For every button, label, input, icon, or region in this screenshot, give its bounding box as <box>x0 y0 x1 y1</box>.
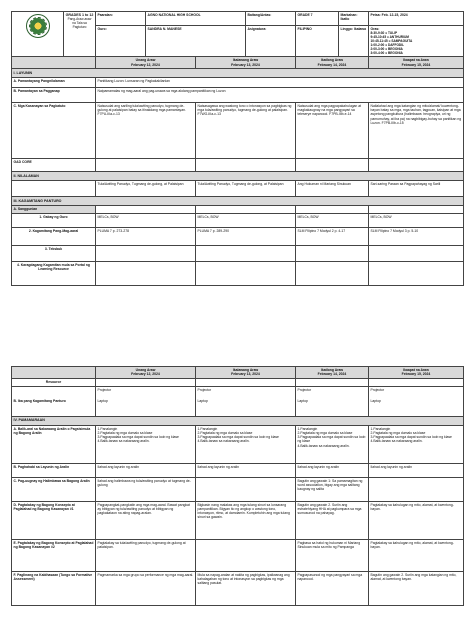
markahan-value: Ikatlo <box>340 17 350 22</box>
pag-uugnay-day-3: Bagutin ang gawain 1: Sa pamamagitan ng word association, bigay ang mga salitang kaugnay ng salita <box>296 477 369 501</box>
row-gad-core <box>12 158 464 171</box>
row-pang-mag-aaral <box>12 227 464 245</box>
day-name: Ikaapat na Araw <box>403 368 429 372</box>
paglinang-day-3: Pagpapasunod ng mga pangyayari sa mga napanood. <box>296 571 369 605</box>
asignatura-value: FILIPINO <box>297 27 312 31</box>
guro-label: Guro: <box>96 26 146 57</box>
sanggunian-label: A. Sanggunian <box>12 205 96 213</box>
pang-mag-aaral-day-1: PLUMA 7 p. 273-278 <box>96 227 196 245</box>
pang-mag-aaral-day-2: PLUMA 7 p. 289-290 <box>196 227 296 245</box>
row-balik-aral <box>12 425 464 463</box>
pag-uugnay-day-2 <box>196 477 296 501</box>
gabay-day-2: MELCs, BOW <box>196 213 296 227</box>
day-2-header <box>196 57 296 69</box>
row-karagdagang <box>12 261 464 285</box>
pagtalakay-1-day-4: Pagtalakay sa kahulugan ng mito, alamat, at kwentong-bayan. <box>369 501 464 539</box>
pang-mag-aaral-day-4: SLM Filipino 7 Modyul 3 p. 5-10 <box>369 227 464 245</box>
pagtalakay-2-day-2 <box>196 539 296 571</box>
gabay-day-1: MELCs, BOW <box>96 213 196 227</box>
day-name: Ikalawang Araw <box>232 368 259 372</box>
seal-cell <box>12 12 64 57</box>
kasanayan-day-4: Nailalahad ang mga katangian ng mito/alamat/ kuwentong-bayan batay sa mga, mga tauhan, tagpuan, kaisipan at mga aspetong pangkultura (halimbawa: heograpiya, uri ng pamumuhay, at iba pa) na nagbibigay-buhay sa panitikan ng Luzon. F7PB-IIIb-c-15 <box>369 102 464 158</box>
section-kagamitan <box>12 196 464 205</box>
oras-item: 8:30-9:30 = TULIP <box>370 31 398 36</box>
row-pagtalakay-2 <box>12 539 464 571</box>
nilalaman-heading: II. NILALAMAN <box>12 171 464 180</box>
gabay-label: 1. Gabay ng Guro <box>12 213 96 227</box>
balik-aral-item: 4.Balik-tanaw sa nakaraang aralin. <box>97 439 150 444</box>
day-1-header <box>96 57 196 69</box>
balik-aral-item: 3.Pagpapaalala sa mga dapat sundin sa loob ng klase <box>370 435 452 439</box>
pamantayan-pagganap-label: B. Pamantayan sa Pagganap <box>12 87 96 102</box>
gabay-day-3: MELCs, BOW <box>296 213 369 227</box>
iba-pang-day-1 <box>96 386 196 416</box>
iba-pang-item: Projector <box>197 387 212 392</box>
row-paghahabi <box>12 463 464 477</box>
linggo-label: Linggo: <box>340 27 353 31</box>
balik-aral-item: 4.Balik-tanaw sa nakaraang aralin. <box>297 443 350 448</box>
iba-pang-item: Projector <box>370 387 385 392</box>
row-teksbuk <box>12 245 464 261</box>
paghahabi-day-3: Ilahad ang layunin ng aralin <box>296 463 369 477</box>
gabay-day-4: MELCs, BOW <box>369 213 464 227</box>
iba-pang-day-4 <box>369 386 464 416</box>
balik-aral-item: 4.Balik-tanaw sa nakaraang aralin. <box>370 439 423 444</box>
row-pamantayan-pagganap <box>12 87 464 102</box>
oras-label: Oras: <box>370 27 380 31</box>
dll-table-page-1 <box>11 11 464 286</box>
pag-uugnay-day-4 <box>369 477 464 501</box>
oras-item: 10:45-11:45 = SAMPAGUITA <box>370 39 413 44</box>
oras-item: 1:00-2:00 = DAFFODIL <box>370 43 405 48</box>
paaralan-label: Paaralan: <box>96 12 146 26</box>
day-date: February 15, 2024 <box>401 62 431 67</box>
day-name: Unang Araw <box>135 368 156 372</box>
day-name: Ikatlong Araw <box>320 368 344 372</box>
dll-page-2 <box>0 362 474 632</box>
pagtalakay-1-day-2: Bigkasin nang malakas ang mga tulang sinuri sa lunsarang pampanitikan. Bigyan ito ng angkop o wastong tono, intonasyon, ritmo, at damdamin. Kumpletuhin ang mga tulang sinuri sa gawain. <box>196 501 296 539</box>
balik-aral-day-4 <box>369 425 464 463</box>
pagtalakay-2-day-4: Pagtalakay sa kahulugan ng mito, alamat, at kwentong-bayan. <box>369 539 464 571</box>
section-layunin <box>12 68 464 77</box>
markahan-label: Markahan: <box>340 13 358 17</box>
day-1-header <box>96 367 196 379</box>
day-header-row <box>12 57 464 69</box>
balik-aral-item: 3.Pagpapaalala sa mga dapat sundin sa loob ng klase <box>197 435 279 439</box>
nilalaman-day-1: Tula/Awiting Panudyo, Tugmang de-gulong, at Palaisipan <box>96 180 196 196</box>
karagdagang-label: 4. Karagdagang Kagamitan mula sa Portal ng Learning Resource <box>12 261 96 285</box>
balik-aral-item: 2.Pagtatala ng mga dumalo sa klase <box>297 430 353 435</box>
pagtalakay-1-label: D. Pagtalakay ng Bagong Konsepto at Paglalahad ng Bagong Kasanayan #1 <box>12 501 96 539</box>
pamantayan-pagganap-value: Naipamamalas ng mag-aaral ang pag-unawa sa mga akdang pampanitikan ng Luzon <box>96 87 464 102</box>
iba-pang-item: Laptop <box>370 398 381 403</box>
nilalaman-day-4: Sari-saring Paraan sa Pagpapahayag ng Sarili <box>369 180 464 196</box>
row-iba-pang-kagamitan <box>12 386 464 416</box>
day-name: Ikaapat na Araw <box>403 58 429 63</box>
row-nilalaman <box>12 180 464 196</box>
header-row-school <box>12 12 464 26</box>
iba-pang-item: Projector <box>297 387 312 392</box>
paglinang-day-1: Pagmamarka sa mga grupo sa performance ng mga mag-aaral. <box>96 571 196 605</box>
iba-pang-item: Projector <box>97 387 112 392</box>
pagtalakay-1-day-1: Pagpapangkat-pangkatin ang mga mag-aaral. Bawat pangkat ay bibigyan ng tula/awiting panudyo at bibigyan ng pagkakataon na ating napag-aralan. <box>96 501 196 539</box>
balik-aral-item: 1.Panalangin <box>370 426 391 431</box>
row-resource <box>12 378 464 386</box>
nilalaman-day-2: Tula/Awiting Panudyo, Tugmang de-gulong, at Palaisipan <box>196 180 296 196</box>
pamantayang-pangnilalaman-label: A. Pamantayang Pangnilalaman <box>12 77 96 87</box>
kagamitan-heading: III. KAGAMITANG PANTURO <box>12 196 464 205</box>
day-3-header <box>296 57 369 69</box>
iba-pang-day-2 <box>196 386 296 416</box>
paghahabi-label: B. Paghahabi sa Layunin ng Aralin <box>12 463 96 477</box>
day-date: February 13, 2024 <box>231 372 260 377</box>
pagtalakay-2-day-3: Pagbasa sa hatol ng hukuman ni Mariang Sinukuan mula sa mito ng Pampanga <box>296 539 369 571</box>
balik-aral-day-2 <box>196 425 296 463</box>
balik-aral-day-1 <box>96 425 196 463</box>
row-pagtalakay-1 <box>12 501 464 539</box>
pang-mag-aaral-day-3: SLM Filipino 7 Modyul 2 p. 4-17 <box>296 227 369 245</box>
balik-aral-item: 2.Pagtatala ng mga dumalo sa klase <box>197 430 253 435</box>
day-3-header <box>296 367 369 379</box>
pagtalakay-2-label: E. Pagtalakay ng Bagong Konsepto at Paglalahad ng Bagong Kasanayan #2 <box>12 539 96 571</box>
balik-aral-item: 2.Pagtatala ng mga dumalo sa klase <box>97 430 153 435</box>
grade-label: GRADES 1 to 12 <box>65 13 94 17</box>
balik-aral-item: 4.Balik-tanaw sa nakaraang aralin. <box>197 439 250 444</box>
row-pamantayang-pangnilalaman <box>12 77 464 87</box>
pamantayang-pangnilalaman-value: Panitikang Luzon: Lunsaran ng Pagkakakilanlan <box>96 77 464 87</box>
section-pamamaraan <box>12 416 464 425</box>
petsa-label: Petsa: <box>370 13 381 17</box>
pag-uugnay-day-1: Ilahad ang halimbawa ng tula/awiting panudyo at tugmang de-gulong <box>96 477 196 501</box>
iba-pang-item: Laptop <box>297 398 308 403</box>
paghahabi-day-2: Ilahad ang layunin ng aralin <box>196 463 296 477</box>
balik-aral-item: 3.Pagpapaalala sa mga dapat sundin sa loob ng klase <box>97 435 179 439</box>
layunin-heading: I. LAYUNIN <box>12 68 464 77</box>
paglinang-day-2: Mula sa napag-aralan at nakita ng pagbigkas, ipaliwanag ang kahalagahan ng tono at intonasyon sa pagbigkas ng mga salitang pasulat. <box>196 571 296 605</box>
paghahabi-day-1: Ilahad ang layunin ng aralin <box>96 463 196 477</box>
linggo-value: Ikalawa <box>353 27 366 31</box>
day-name: Ikatlong Araw <box>320 58 344 63</box>
gad-core-label: GAD CORE <box>12 158 96 171</box>
balik-aral-item: 1.Panalangin <box>297 426 318 431</box>
oras-item: 9:45-10:45 = ANTHURIUM <box>370 35 409 40</box>
day-4-header <box>369 57 464 69</box>
day-name: Unang Araw <box>135 58 156 63</box>
kasanayan-label: C. Mga Kasanayan sa Pagkatuto <box>12 102 96 158</box>
dll-table-page-2 <box>11 366 464 606</box>
day-date: February 14, 2024 <box>317 62 347 67</box>
guro-value: SANDRA N. MANESE <box>146 26 246 57</box>
row-pag-uugnay <box>12 477 464 501</box>
resource-label: Resource <box>12 378 96 386</box>
oras-item: 2:00-3:00 = BEGONIA <box>370 47 403 52</box>
petsa-value: Feb. 12-15, 2024 <box>381 13 408 17</box>
pagtalakay-2-day-1: Pagtalakay sa tula/awiting panudyo, tugmang de-gulong at palaisipan. <box>96 539 196 571</box>
paaralan-value: AGNO NATIONAL HIGH SCHOOL <box>146 12 246 26</box>
balik-aral-item: 1.Panalangin <box>97 426 118 431</box>
day-date: February 15, 2024 <box>401 372 431 377</box>
balik-aral-label: A. Balik-aral sa Nakaraang Aralin o Pagsisimula ng Bagong Aralin <box>12 425 96 463</box>
deped-seal-logo <box>26 14 50 38</box>
balik-aral-item: 2.Pagtatala ng mga dumalo sa klase <box>370 430 426 435</box>
day-header-row-2 <box>12 367 464 379</box>
row-paglinang <box>12 571 464 605</box>
day-2-header <box>196 367 296 379</box>
baitang-value: GRADE 7 <box>297 13 313 17</box>
pagtalakay-1-day-3: Bagutin ang gawain 2. Suriin ang estratehiyang HHA at pagkumpara sa mga sumusunod na pahayag. <box>296 501 369 539</box>
nilalaman-day-3: Ang Hukuman ni Mariang Sinukuan <box>296 180 369 196</box>
paghahabi-day-4: Ilahad ang layunin ng aralin <box>369 463 464 477</box>
row-gabay <box>12 213 464 227</box>
iba-pang-item: Laptop <box>97 398 108 403</box>
row-sanggunian <box>12 205 464 213</box>
balik-aral-day-3 <box>296 425 369 463</box>
kasanayan-day-2: Naisasagawa ang wastong tono o intonasyon sa pagbigkas ng mga tula/awiting panudyo, tugmang de-gulong at palaisipan. F7WG-IIIa-c-13 <box>196 102 296 158</box>
grade-label-cell <box>64 12 96 57</box>
teksbuk-label: 3. Teksbuk <box>12 245 96 261</box>
section-nilalaman <box>12 171 464 180</box>
baitang-label: Baitang/Antas: <box>247 13 272 17</box>
row-kasanayan <box>12 102 464 158</box>
iba-pang-day-3 <box>296 386 369 416</box>
kasanayan-day-1: Naisusulat ang sariling tula/awiting panudyo, tugmang de-gulong at palaisipan batay sa itinakdang mga pamantayan. F7PU-IIIa-c-13 <box>96 102 196 158</box>
paglinang-label: F. Paglinang na Kabihasaan (Tungo sa Formative Assessment) <box>12 571 96 605</box>
asignatura-label: Asignatura: <box>247 27 267 31</box>
dll-label: Pang-Araw-araw na Tala sa Pagtuturo <box>67 17 92 30</box>
balik-aral-item: 3.Pagpapaalala sa mga dapat sundin sa loob ng klase <box>297 435 366 444</box>
pamamaraan-heading: IV. PAMAMARAAN <box>12 416 464 425</box>
day-date: February 14, 2024 <box>317 372 347 377</box>
kasanayan-day-3: Naisusulat ang mga pagpapakahulugan at magkakaugnay na mga pangyayari sa teleserye napanood. F7PB-IIIb-e-14 <box>296 102 369 158</box>
oras-list <box>371 31 462 55</box>
day-name: Ikalawang Araw <box>232 58 259 63</box>
pag-uugnay-label: C. Pag-uugnay ng Halimbawa sa Bagong Aralin <box>12 477 96 501</box>
paglinang-day-4: Bagutin ang gawain 2. Suriin ang mga katangian ng mito, alamat, at kwentong bayan. <box>369 571 464 605</box>
oras-item: 3:00-4:00 = BEGONIA <box>370 51 403 56</box>
day-4-header <box>369 367 464 379</box>
balik-aral-item: 1.Panalangin <box>197 426 218 431</box>
iba-pang-item: Laptop <box>197 398 208 403</box>
day-date: February 12, 2024 <box>131 62 160 67</box>
day-date: February 12, 2024 <box>131 372 160 377</box>
iba-pang-label: B. Iba pang Kagamitang Panturo <box>12 386 96 416</box>
day-date: February 13, 2024 <box>231 62 260 67</box>
pang-mag-aaral-label: 2. Kagamitang Pang-Mag-aaral <box>12 227 96 245</box>
